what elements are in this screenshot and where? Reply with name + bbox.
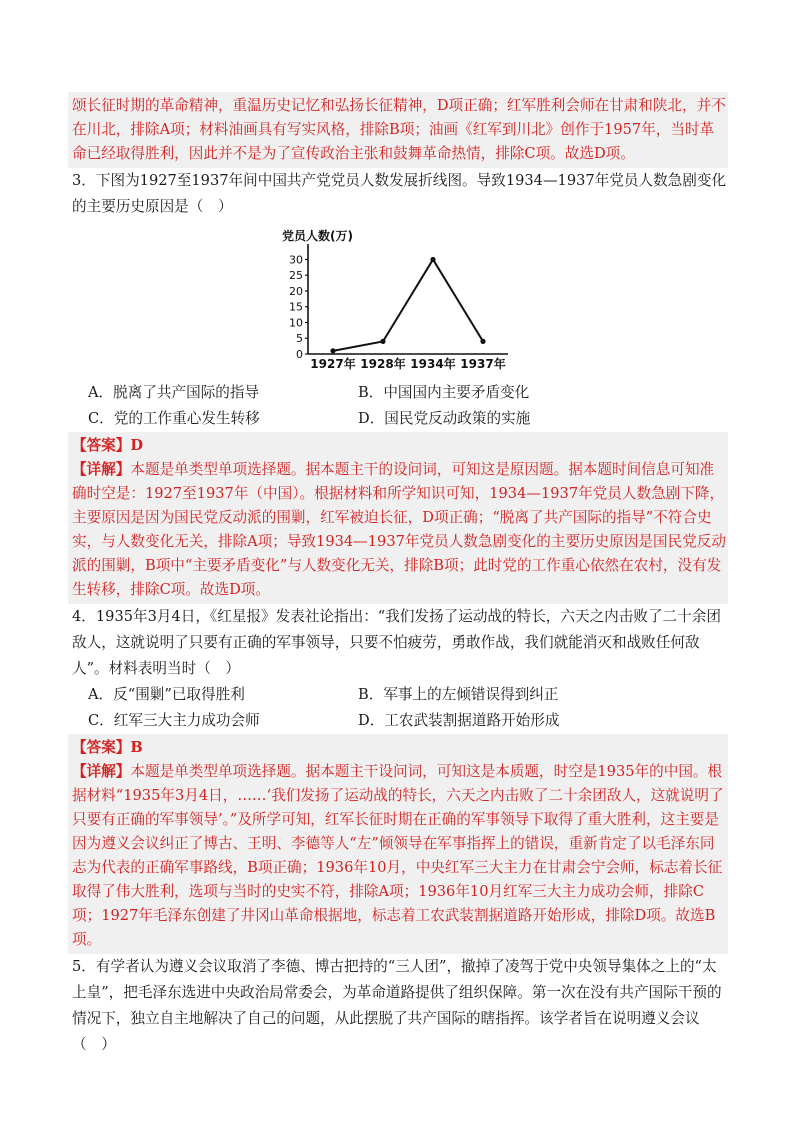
q4-answer-block bbox=[68, 734, 728, 954]
q2-detail-continued bbox=[68, 92, 728, 168]
q4-stem: 4．1935年3月4日，《红星报》发表社论指出：“我们发扬了运动战的特长，六天之内击败了二十余团敌人，这就说明了只要有正确的军事领导，只要不怕疲劳，勇敢作战，我们就能消灭和战败任何敌人”。材料表明当时（ ） bbox=[72, 608, 721, 677]
q3-option-a[interactable]: A．脱离了共产国际的指导 bbox=[88, 384, 260, 401]
data-point bbox=[480, 339, 485, 344]
q3-detail bbox=[72, 458, 728, 602]
y-axis-label: 党员人数(万) bbox=[282, 229, 353, 243]
q4-option-b[interactable]: B．军事上的左倾错误得到纠正 bbox=[358, 686, 559, 703]
y-tick-label: 30 bbox=[289, 253, 303, 267]
line-chart bbox=[278, 226, 518, 376]
x-tick-label: 1927年 bbox=[310, 357, 356, 371]
q3-option-b[interactable]: B．中国国内主要矛盾变化 bbox=[358, 384, 530, 401]
q4-option-c[interactable]: C．红军三大主力成功会师 bbox=[88, 712, 260, 729]
q4-answer-line bbox=[72, 736, 728, 760]
q3-detail-text: 本题是单类型单项选择题。据本题主干的设问词，可知这是原因题。据本题时间信息可知准确时空是：1927至1937年（中国）。根据材料和所学知识可知，1934—1937年党员人数急剧下降，主要原因是因为国民党反动派的围剿，红军被迫长征，D项正确；“脱离了共产国际的指导”不符合史实，与人数变化无关，排除A项；导致1934—1937年党员人数急剧变化的主要历史原因是国民党反动派的围剿，B项中“主要矛盾变化”与人数变化无关，排除B项；此时党的工作重心依然在农村，没有发生转移，排除C项。故选D项。 bbox=[72, 461, 726, 598]
q4-option-a[interactable]: A．反“围剿”已取得胜利 bbox=[88, 686, 245, 703]
q4-answer-value: B bbox=[130, 739, 143, 756]
x-tick-label: 1937年 bbox=[460, 357, 506, 371]
x-tick-label: 1928年 bbox=[360, 357, 406, 371]
y-tick-label: 5 bbox=[296, 332, 303, 346]
y-tick-label: 25 bbox=[289, 269, 303, 283]
detail-tag: 【详解】 bbox=[72, 461, 131, 478]
data-point bbox=[330, 348, 335, 353]
q3-answer-line bbox=[72, 434, 728, 458]
q3-stem: 3．下图为1927至1937年间中国共产党党员人数发展折线图。导致1934—1937年党员人数急剧变化的主要历史原因是（ ） bbox=[72, 172, 727, 215]
y-tick-label: 0 bbox=[296, 348, 303, 361]
party-membership-chart bbox=[68, 226, 728, 376]
q2-detail-text: 颂长征时期的革命精神，重温历史记忆和弘扬长征精神，D项正确；红军胜利会师在甘肃和陕北，并不在川北，排除A项；材料油画具有写实风格，排除B项；油画《红军到川北》创作于1957年，当时革命已经取得胜利，因此并不是为了宣传政治主张和鼓舞革命热情，排除C项。故选D项。 bbox=[72, 97, 726, 162]
x-tick-label: 1934年 bbox=[410, 357, 456, 371]
data-point bbox=[430, 257, 435, 262]
q3-options bbox=[68, 380, 728, 432]
y-tick-label: 20 bbox=[289, 284, 303, 298]
q4-options bbox=[68, 682, 728, 734]
detail-tag: 【详解】 bbox=[72, 763, 131, 780]
q3-option-c[interactable]: C．党的工作重心发生转移 bbox=[88, 410, 260, 427]
data-point bbox=[380, 339, 385, 344]
answer-tag: 【答案】 bbox=[72, 739, 131, 756]
series-line bbox=[333, 259, 483, 350]
document-page bbox=[68, 92, 728, 1058]
y-tick-label: 10 bbox=[289, 316, 303, 330]
q3-answer-block bbox=[68, 432, 728, 604]
q4-detail-text: 本题是单类型单项选择题。据本题主干设问词，可知这是本质题，时空是1935年的中国。根据材料“1935年3月4日，……‘我们发扬了运动战的特长，六天之内击败了二十余团敌人，这就说明了只要有正确的军事领导’。”及所学可知，红军长征时期在正确的军事领导下取得了重大胜利，这主要是因为遵义会议纠正了博古、王明、李德等人“左”倾领导在军事指挥上的错误，重新肯定了以毛泽东同志为代表的正确军事路线，B项正确；1936年10月，中央红军三大主力在甘肃会宁会师，标志着长征取得了伟大胜利，选项与当时的史实不符，排除A项；1936年10月红军三大主力成功会师，排除C项；1927年毛泽东创建了井冈山革命根据地，标志着工农武装割据道路开始形成，排除D项。故选B项。 bbox=[72, 763, 724, 948]
q4-detail bbox=[72, 760, 728, 952]
q3-option-d[interactable]: D．国民党反动政策的实施 bbox=[358, 410, 531, 427]
q4-option-d[interactable]: D．工农武装割据道路开始形成 bbox=[358, 712, 560, 729]
q3-answer-value: D bbox=[130, 437, 144, 454]
q5-stem: 5．有学者认为遵义会议取消了李德、博古把持的“三人团”，撤掉了凌驾于党中央领导集体之上的“太上皇”，把毛泽东选进中央政治局常委会，为革命道路提供了组织保障。第一次在没有共产国际干预的情况下，独立自主地解决了自己的问题，从此摆脱了共产国际的瞎指挥。该学者旨在说明遵义会议（ ） bbox=[72, 958, 722, 1053]
y-tick-label: 15 bbox=[289, 300, 303, 314]
answer-tag: 【答案】 bbox=[72, 437, 131, 454]
